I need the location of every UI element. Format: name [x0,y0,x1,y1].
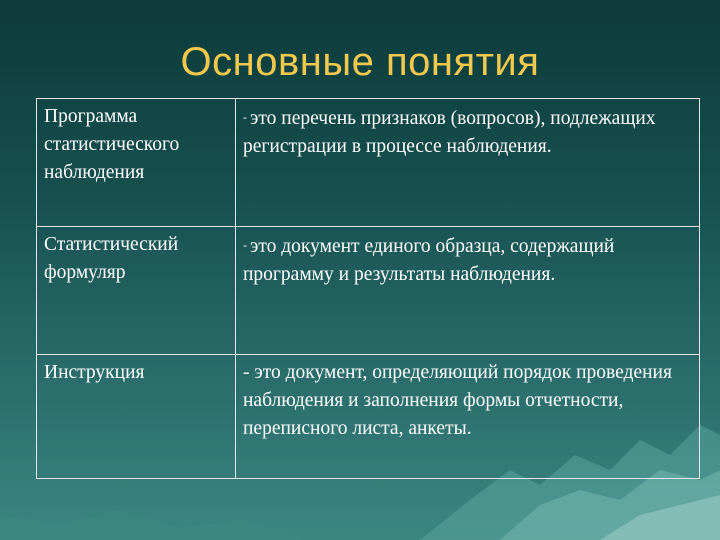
table-row [37,355,700,479]
table-row [37,99,700,227]
term-cell: Программа статистического наблюдения [37,99,236,227]
definition-cell [236,227,700,355]
concepts-table [36,98,700,479]
definition-dash: - [243,238,247,252]
term-cell: Статистический формуляр [37,227,236,355]
definition-dash: - [243,110,247,124]
table-row [37,227,700,355]
slide-title: Основные понятия [180,40,540,84]
definition-text: - это документ, определяющий порядок проведения наблюдения и заполнения формы отчетности, переписного листа, анкеты. [243,362,672,439]
term-cell: Инструкция [37,355,236,479]
definition-text: это документ единого образца, содержащий программу и результаты наблюдения. [243,236,615,285]
definition-cell [236,99,700,227]
definition-text: это перечень признаков (вопросов), подлежащих регистрации в процессе наблюдения. [243,108,656,157]
definition-cell [236,355,700,479]
